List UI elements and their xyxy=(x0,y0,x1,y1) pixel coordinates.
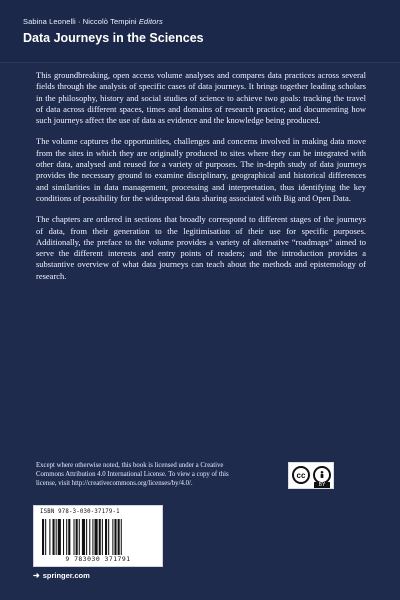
editors-names: Sabina Leonelli · Niccolò Tempini xyxy=(23,17,137,26)
header-bar xyxy=(0,0,400,63)
barcode-bar xyxy=(118,519,120,555)
barcode-bar xyxy=(42,519,44,555)
cc-icon: cc xyxy=(292,466,310,484)
barcode-bar xyxy=(79,519,80,555)
isbn-label: ISBN 978-3-030-37179-1 xyxy=(40,509,120,515)
barcode-bar xyxy=(102,519,103,555)
barcode-bar xyxy=(74,519,75,555)
barcode-bar xyxy=(76,519,78,555)
barcode-bar xyxy=(53,519,55,555)
publisher-link[interactable] xyxy=(33,571,90,580)
barcode-bar xyxy=(66,519,67,555)
barcode-bar xyxy=(112,519,113,555)
barcode-bar xyxy=(45,519,46,555)
barcode-bar xyxy=(92,519,93,555)
book-title: Data Journeys in the Sciences xyxy=(23,31,204,45)
barcode-bar xyxy=(95,519,98,555)
description-paragraph-2: The volume captures the opportunities, challenges and concerns involved in making data move from the sites in which they are originally produced to sites where they can be integrated with other data, analysed and reused for a variety of purposes. The in-depth study of data journeys provides the necessary ground to examine disciplinary, geographical and historical differences and similarities in data management, processing and interpretation, thus identifying the key conditions of possibility for the widespread data sharing associated with Big and Open Data. xyxy=(36,136,366,203)
barcode-bar xyxy=(105,519,107,555)
barcode-bar xyxy=(89,519,90,555)
barcode-bar xyxy=(49,519,50,555)
editors-role: Editors xyxy=(138,17,163,26)
barcode-bar xyxy=(56,519,57,555)
barcode-bar xyxy=(58,519,61,555)
barcode-bar xyxy=(121,519,122,555)
description-paragraph-3: The chapters are ordered in sections that broadly correspond to different stages of the journeys of data, from their generation to the legitimisation of their use for specific purposes. Additionally, the preface to the volume provides a variety of alternative “roadmaps” aimed to serve the different interests and entry points of readers; and the introduction provides a substantive overview of what data journeys can teach about the methods and epistemology of research. xyxy=(36,214,366,281)
arrow-right-icon: ➜ xyxy=(33,571,40,580)
barcode-box xyxy=(33,505,163,567)
cc-by-badge xyxy=(288,462,334,489)
license-text: Except where otherwise noted, this book is licensed under a Creative Commons Attribution 4.0 International License. To view a copy of this license, visit http://creativecommons.org/licenses/by/4.0/. xyxy=(36,462,229,488)
barcode-bar xyxy=(108,519,109,555)
barcode-bar xyxy=(86,519,87,555)
barcode-graphic xyxy=(42,519,154,555)
barcode-digits: 9 783030 371791 xyxy=(65,555,131,563)
barcode-bar xyxy=(82,519,85,555)
barcode-bar xyxy=(68,519,70,555)
description-paragraph-1: This groundbreaking, open access volume analyses and compares data practices across several fields through the analysis of specific cases of data journeys. It brings together leading scholars in the philosophy, history and social studies of science to achieve two goals: tracking the travel of data across different spaces, times and domains of research practice; and documenting how such journeys affect the use of data as evidence and the knowledge being produced. xyxy=(36,70,366,126)
editors-line xyxy=(23,17,163,26)
description xyxy=(36,70,366,292)
cc-by-label: BY xyxy=(314,482,330,488)
barcode-bar xyxy=(99,519,101,555)
barcode-bar xyxy=(63,519,64,555)
barcode-bar xyxy=(114,519,116,555)
publisher-label: springer.com xyxy=(42,571,90,580)
